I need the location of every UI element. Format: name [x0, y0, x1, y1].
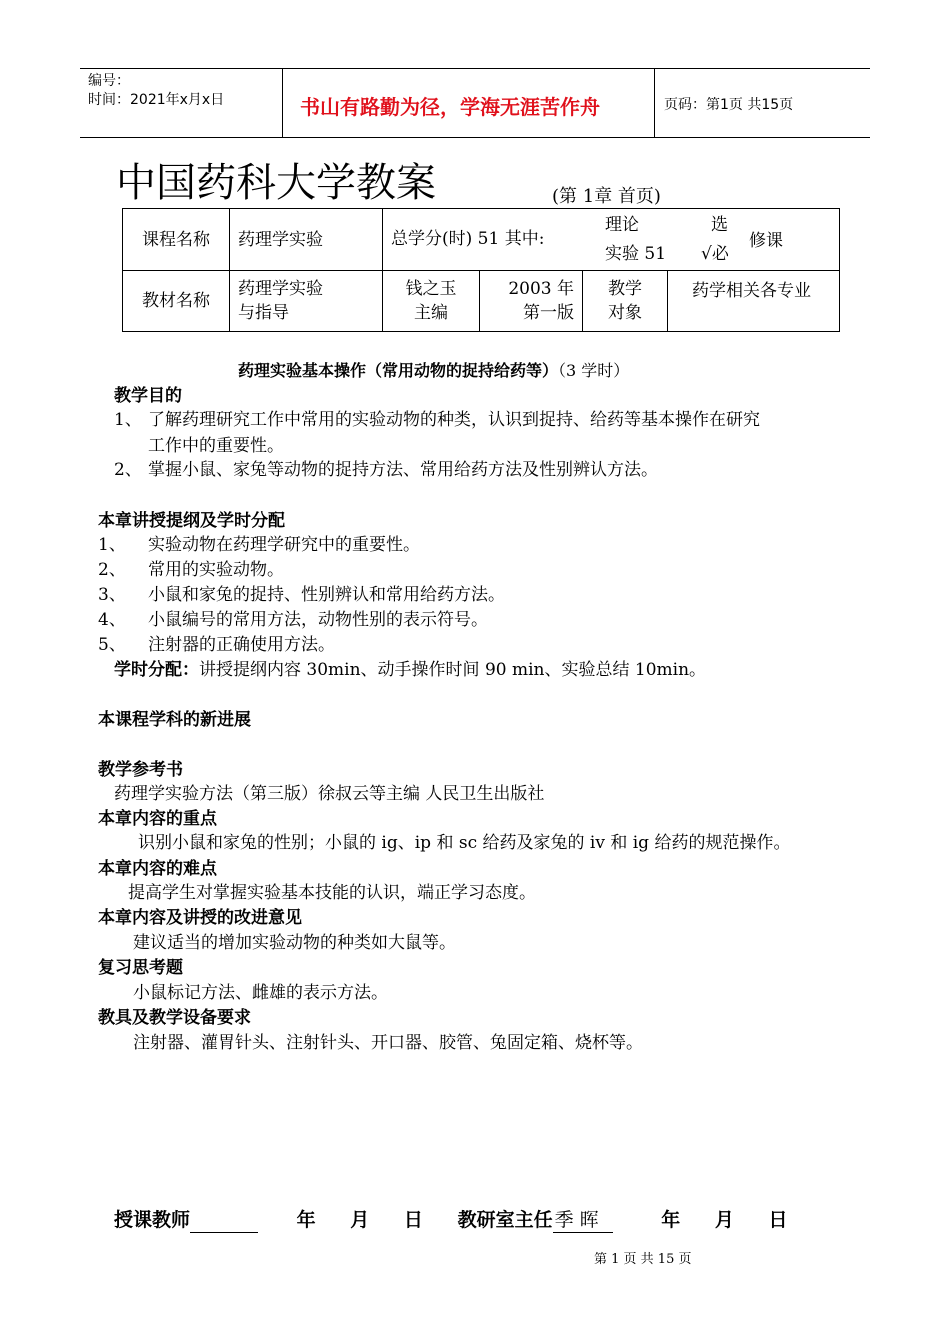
outline-num: 5、 — [98, 635, 126, 655]
review-heading: 复习思考题 — [98, 958, 183, 978]
improvement-heading: 本章内容及讲授的改进意见 — [98, 908, 302, 928]
sign-day: 日 — [403, 1209, 423, 1231]
course-name-label: 课程名称 — [123, 209, 230, 271]
credits-cell — [383, 209, 840, 271]
sign-month: 月 — [350, 1209, 370, 1231]
textbook-line-1: 药理学实验 — [238, 279, 323, 299]
footer-page-number: 第 1 页 共 15 页 — [594, 1252, 692, 1267]
outline-num: 3、 — [98, 585, 126, 605]
outline-num: 1、 — [98, 535, 126, 555]
difficulties-heading: 本章内容的难点 — [98, 859, 217, 879]
sign-month-2: 月 — [714, 1209, 734, 1231]
header-page-code: 页码：第1页 共15页 — [664, 97, 794, 113]
hours-allocation — [114, 658, 706, 682]
outline-heading: 本章讲授提纲及学时分配 — [98, 511, 285, 531]
lesson-title: 药理实验基本操作（常用动物的捉持给药等） — [238, 361, 559, 380]
experiment-label: 实验 51 — [605, 244, 667, 264]
edition-line-1: 2003 年 — [508, 279, 574, 299]
sign-year-2: 年 — [661, 1209, 681, 1231]
outline-item: 常用的实验动物。 — [148, 560, 284, 580]
page-title: 中国药科大学教案 — [116, 160, 436, 206]
reference-heading: 教学参考书 — [98, 760, 183, 780]
editor-cell — [383, 271, 480, 332]
lesson-hours: （3 学时） — [558, 361, 630, 380]
editor-line-2: 主编 — [414, 303, 448, 323]
required-label: √必 — [701, 244, 729, 264]
target-value: 药学相关各专业 — [668, 271, 840, 332]
sign-day-2: 日 — [768, 1209, 788, 1231]
header-motto: 书山有路勤为径，学海无涯苦作舟 — [300, 95, 600, 119]
outline-num: 2、 — [98, 560, 126, 580]
edition-cell — [480, 271, 583, 332]
sign-year: 年 — [296, 1209, 316, 1231]
outline-item: 小鼠编号的常用方法，动物性别的表示符号。 — [148, 610, 488, 630]
edition-line-2: 第一版 — [523, 303, 574, 323]
hours-text: 讲授提纲内容 30min、动手操作时间 90 min、实验总结 10min。 — [199, 660, 707, 680]
textbook-value — [230, 271, 383, 332]
header-number: 编号： — [88, 73, 130, 89]
objective-text-cont: 工作中的重要性。 — [148, 436, 284, 456]
target-line-1: 教学 — [608, 279, 642, 299]
credits-text: 总学分(时) 51 其中: — [391, 229, 545, 249]
course-info-table — [122, 208, 840, 332]
textbook-label: 教材名称 — [123, 271, 230, 332]
lesson-title-row — [238, 358, 629, 381]
header-time: 时间：2021年x月x日 — [88, 92, 225, 108]
equipment-heading: 教具及教学设备要求 — [98, 1008, 251, 1028]
teacher-label: 授课教师 — [114, 1209, 191, 1231]
teacher-signature-line — [190, 1212, 258, 1233]
objective-text: 了解药理研究工作中常用的实验动物的种类，认识到捉持、给药等基本操作在研究 — [148, 410, 760, 430]
target-label-cell — [583, 271, 668, 332]
review-text: 小鼠标记方法、雌雄的表示方法。 — [133, 983, 388, 1003]
objective-text: 掌握小鼠、家兔等动物的捉持方法、常用给药方法及性别辨认方法。 — [148, 460, 658, 480]
progress-heading: 本课程学科的新进展 — [98, 710, 251, 730]
equipment-text: 注射器、灌胃针头、注射针头、开口器、胶管、兔固定箱、烧杯等。 — [133, 1033, 643, 1053]
improvement-text: 建议适当的增加实验动物的种类如大鼠等。 — [133, 933, 456, 953]
director-label: 教研室主任 — [457, 1209, 553, 1231]
outline-num: 4、 — [98, 610, 126, 630]
outline-item: 注射器的正确使用方法。 — [148, 635, 335, 655]
target-line-2: 对象 — [608, 303, 642, 323]
page-subtitle: (第 1章 首页) — [552, 186, 661, 207]
editor-line-1: 钱之玉 — [405, 279, 457, 299]
theory-label: 理论 — [605, 215, 639, 235]
textbook-line-2: 与指导 — [238, 303, 289, 323]
header-divider — [282, 69, 283, 137]
course-name-value: 药理学实验 — [230, 209, 383, 271]
objective-num: 1、 — [114, 410, 142, 430]
elective-label: 选 — [711, 215, 728, 235]
key-points-heading: 本章内容的重点 — [98, 809, 217, 829]
objective-heading: 教学目的 — [114, 386, 182, 406]
reference-text: 药理学实验方法（第三版）徐叔云等主编 人民卫生出版社 — [114, 784, 545, 804]
director-name: 季 晖 — [553, 1205, 613, 1233]
difficulties-text: 提高学生对掌握实验基本技能的认识，端正学习态度。 — [128, 883, 536, 903]
key-points-text: 识别小鼠和家兔的性别；小鼠的 ig、ip 和 sc 给药及家兔的 iv 和 ig 给药的规范操作。 — [138, 833, 791, 853]
header-divider — [654, 69, 655, 137]
hours-label: 学时分配： — [114, 660, 199, 680]
outline-item: 小鼠和家兔的捉持、性别辨认和常用给药方法。 — [148, 585, 505, 605]
xiuke-label: 修课 — [749, 231, 783, 251]
objective-num: 2、 — [114, 460, 142, 480]
outline-item: 实验动物在药理学研究中的重要性。 — [148, 535, 420, 555]
signature-row — [114, 1205, 788, 1233]
